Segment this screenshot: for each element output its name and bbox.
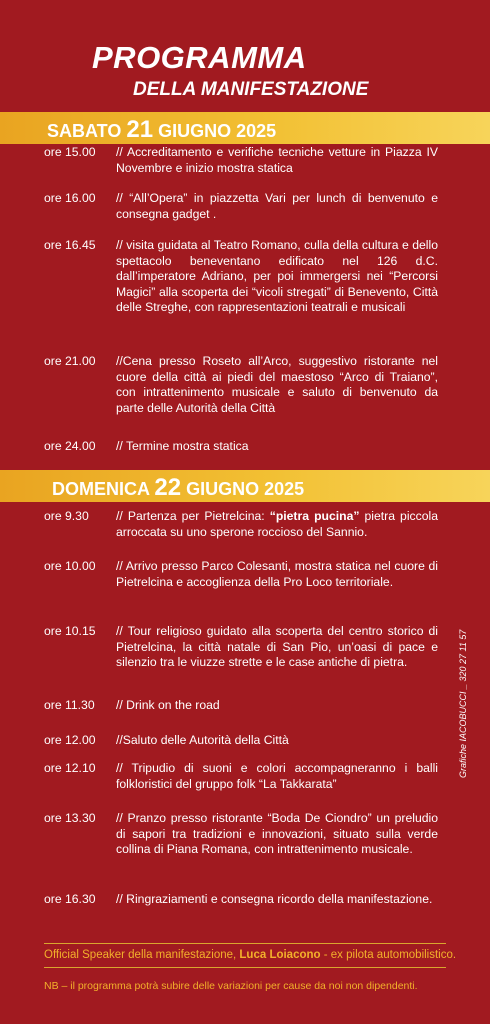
event-description: // Arrivo presso Parco Colesanti, mostra statica nel cuore di Pietrelcina e accoglienza della Pro Loco territoriale.: [116, 559, 438, 589]
event-time: ore 13.30: [44, 811, 96, 825]
event-description: // Tour religioso guidato alla scoperta del centro storico di Pietrelcina, la città natale di San Pio, un’oasi di pace e silenzio tra le viuzze strette e le case antiche di pietra.: [116, 624, 438, 669]
event-description: // visita guidata al Teatro Romano, culla della cultura e dello spettacolo beneventano edificato nel 126 d.C. dall’imperatore Adriano, per poi immergersi nei “Percorsi Magici” alla scoperta dei “vicoli stregati” di Benevento, Città delle Streghe, con rappresentazioni teatrali e musicali: [116, 238, 438, 314]
day-name: SABATO: [47, 121, 122, 141]
disclaimer-note: NB – il programma potrà subire delle variazioni per cause da noi non dipendenti.: [44, 980, 418, 992]
event-time: ore 10.00: [44, 559, 96, 573]
event-time: ore 16.30: [44, 892, 96, 906]
event-description: // Termine mostra statica: [116, 439, 249, 453]
speaker-suffix: - ex pilota automobilistico.: [320, 949, 457, 961]
event-time: ore 15.00: [44, 145, 96, 159]
event-time: ore 12.10: [44, 761, 96, 775]
event-row: [0, 624, 490, 698]
day-month-year: GIUGNO 2025: [158, 121, 277, 141]
divider-bottom: [44, 967, 446, 968]
event-description: // Ringraziamenti e consegna ricordo della manifestazione.: [116, 892, 433, 906]
event-description: // Drink on the road: [116, 698, 220, 712]
event-row: [0, 191, 490, 238]
schedule-saturday: [0, 145, 490, 459]
event-row: [0, 698, 490, 733]
event-row: [0, 509, 490, 559]
event-text-end: pietra piccola arroccata su uno sperone roccioso del Sannio.: [116, 509, 438, 539]
title-manifestazione: DELLA MANIFESTAZIONE: [133, 79, 369, 100]
event-description: // “All’Opera” in piazzetta Vari per lunch di benvenuto e consegna gadget .: [116, 191, 438, 221]
event-description: //Saluto delle Autorità della Città: [116, 733, 289, 747]
event-row: [0, 439, 490, 459]
event-text-start: // Partenza per Pietrelcina:: [116, 509, 270, 523]
event-row: [0, 892, 490, 928]
day-number: 22: [154, 474, 182, 501]
day-month-year: GIUGNO 2025: [186, 479, 305, 499]
event-time: ore 21.00: [44, 354, 96, 368]
event-row: [0, 354, 490, 439]
event-description: // Pranzo presso ristorante “Boda De Ciondro” un preludio di sapori tra tradizioni e innovazioni, situato sulla verde collina di Piana Romana, con intrattenimento musicale.: [116, 811, 438, 856]
event-description: //Cena presso Roseto all’Arco, suggestivo ristorante nel cuore della città ai piedi del maestoso “Arco di Traiano”, con intrattenimento musicale e saluto di benvenuto da parte delle Autorità della Città: [116, 354, 438, 415]
event-time: ore 11.30: [44, 698, 95, 712]
day-banner-sunday: [0, 470, 490, 502]
day-number: 21: [126, 116, 154, 143]
official-speaker-line: [44, 949, 464, 961]
event-time: ore 16.00: [44, 191, 96, 205]
speaker-name: Luca Loiacono: [239, 949, 321, 961]
event-description: // Accreditamento e verifiche tecniche vetture in Piazza IV Novembre e inizio mostra statica: [116, 145, 438, 175]
event-time: ore 12.00: [44, 733, 96, 747]
day-banner-saturday: [0, 112, 490, 144]
event-row: [0, 559, 490, 624]
event-row: [0, 811, 490, 892]
event-time: ore 16.45: [44, 238, 96, 252]
event-description: // Tripudio di suoni e colori accompagneranno i balli folkloristici del gruppo folk “La Takkarata”: [116, 761, 438, 791]
event-row: [0, 238, 490, 354]
event-description: [116, 509, 438, 559]
event-time: ore 10.15: [44, 624, 96, 638]
event-time: ore 24.00: [44, 439, 96, 453]
speaker-prefix: Official Speaker della manifestazione,: [44, 949, 240, 961]
event-row: [0, 761, 490, 811]
graphics-credit: Grafiche IACOBUCCI _ 320 27 11 57: [458, 629, 468, 778]
event-time: ore 9.30: [44, 509, 89, 523]
day-name: DOMENICA: [52, 479, 150, 499]
divider-top: [44, 943, 446, 944]
schedule-sunday: [0, 509, 490, 928]
title-programma: PROGRAMMA: [92, 40, 307, 75]
event-row: [0, 145, 490, 191]
event-text-emphasis: “pietra pucina”: [269, 509, 360, 523]
event-row: [0, 733, 490, 761]
